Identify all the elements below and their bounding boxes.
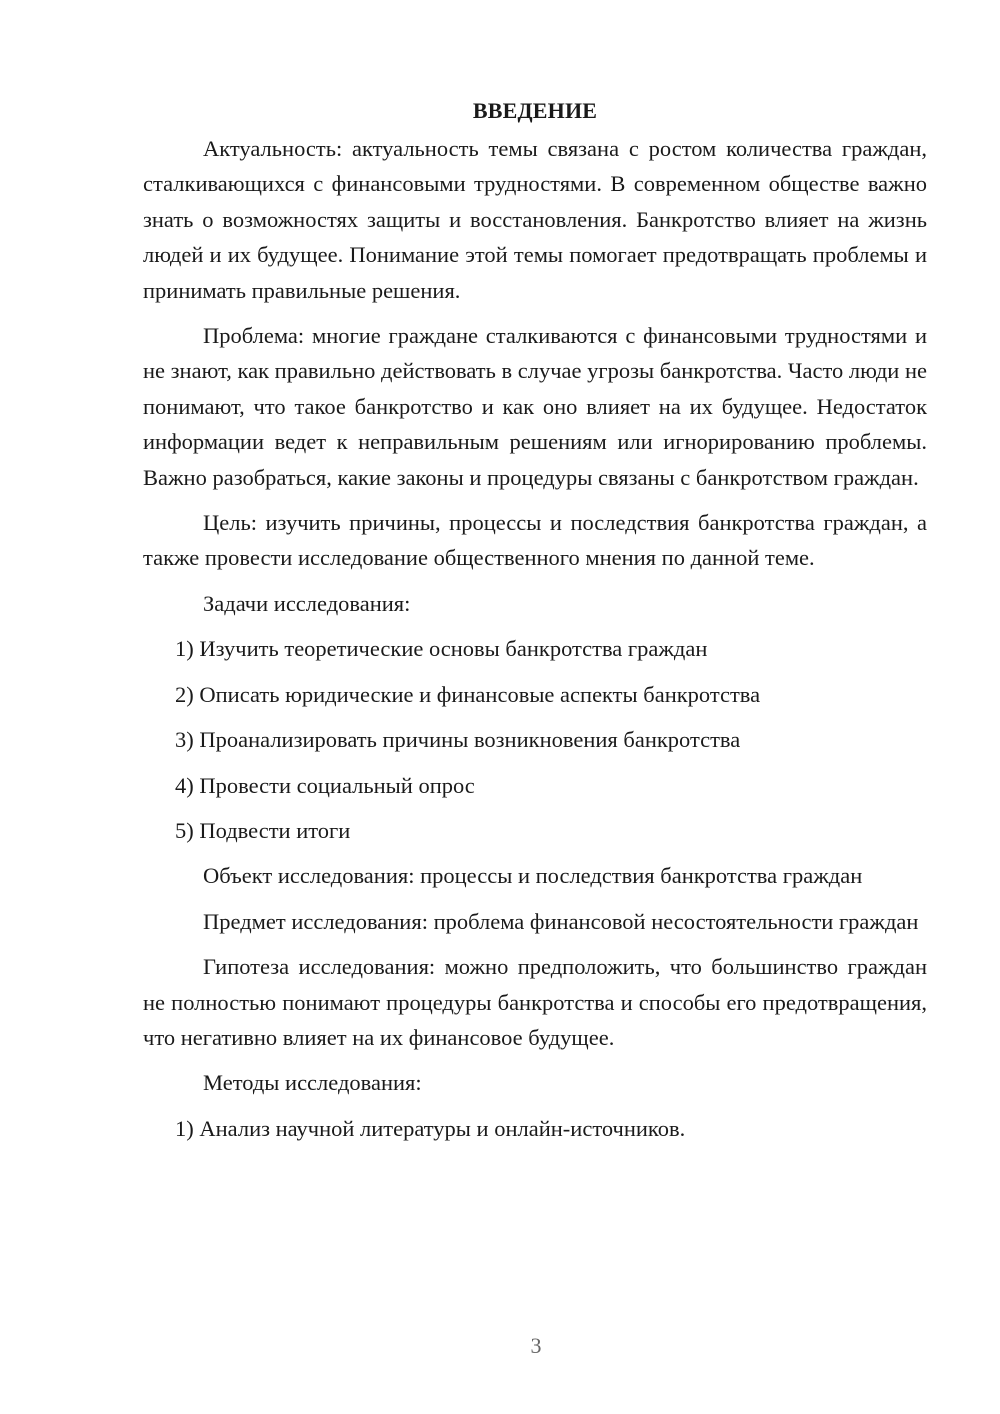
problem-paragraph: Проблема: многие граждане сталкиваются с финансовыми трудностями и не знают, как правильно действовать в случае угрозы банкротства. Часто люди не понимают, что такое банкротство и как оно влияет на их будущее. Недостаток информации ведет к неправильным решениям или игнорированию проблемы. Важно разобраться, какие законы и процедуры связаны с банкротством граждан. bbox=[143, 323, 927, 490]
hypothesis-paragraph: Гипотеза исследования: можно предположить, что большинство граждан не полностью понимают процедуры банкротства и способы его предотвращения, что негативно влияет на их финансовое будущее. bbox=[143, 954, 927, 1050]
relevance-paragraph: Актуальность: актуальность темы связана с ростом количества граждан, сталкивающихся с финансовыми трудностями. В современном обществе важно знать о возможностях защиты и восстановления. Банкротство влияет на жизнь людей и их будущее. Понимание этой темы помогает предотвращать проблемы и принимать правильные решения. bbox=[143, 136, 927, 303]
task-item: 3) Проанализировать причины возникновения банкротства bbox=[175, 727, 741, 753]
page-title: ВВЕДЕНИЕ bbox=[472, 98, 598, 123]
tasks-heading: Задачи исследования: bbox=[203, 590, 411, 616]
method-item: 1) Анализ научной литературы и онлайн-источников. bbox=[175, 1115, 686, 1141]
object-paragraph: Объект исследования: процессы и последствия банкротства граждан bbox=[203, 863, 863, 889]
task-item: 2) Описать юридические и финансовые аспекты банкротства bbox=[175, 681, 761, 707]
methods-heading: Методы исследования: bbox=[203, 1070, 422, 1096]
subject-paragraph: Предмет исследования: проблема финансовой несостоятельности граждан bbox=[203, 908, 919, 934]
task-item: 4) Провести социальный опрос bbox=[175, 772, 475, 798]
goal-paragraph: Цель: изучить причины, процессы и последствия банкротства граждан, а также провести исследование общественного мнения по данной теме. bbox=[143, 510, 927, 571]
page-content bbox=[143, 96, 927, 1156]
task-item: 5) Подвести итоги bbox=[175, 817, 351, 843]
page-number: 3 bbox=[530, 1333, 542, 1358]
task-item: 1) Изучить теоретические основы банкротства граждан bbox=[175, 636, 708, 662]
